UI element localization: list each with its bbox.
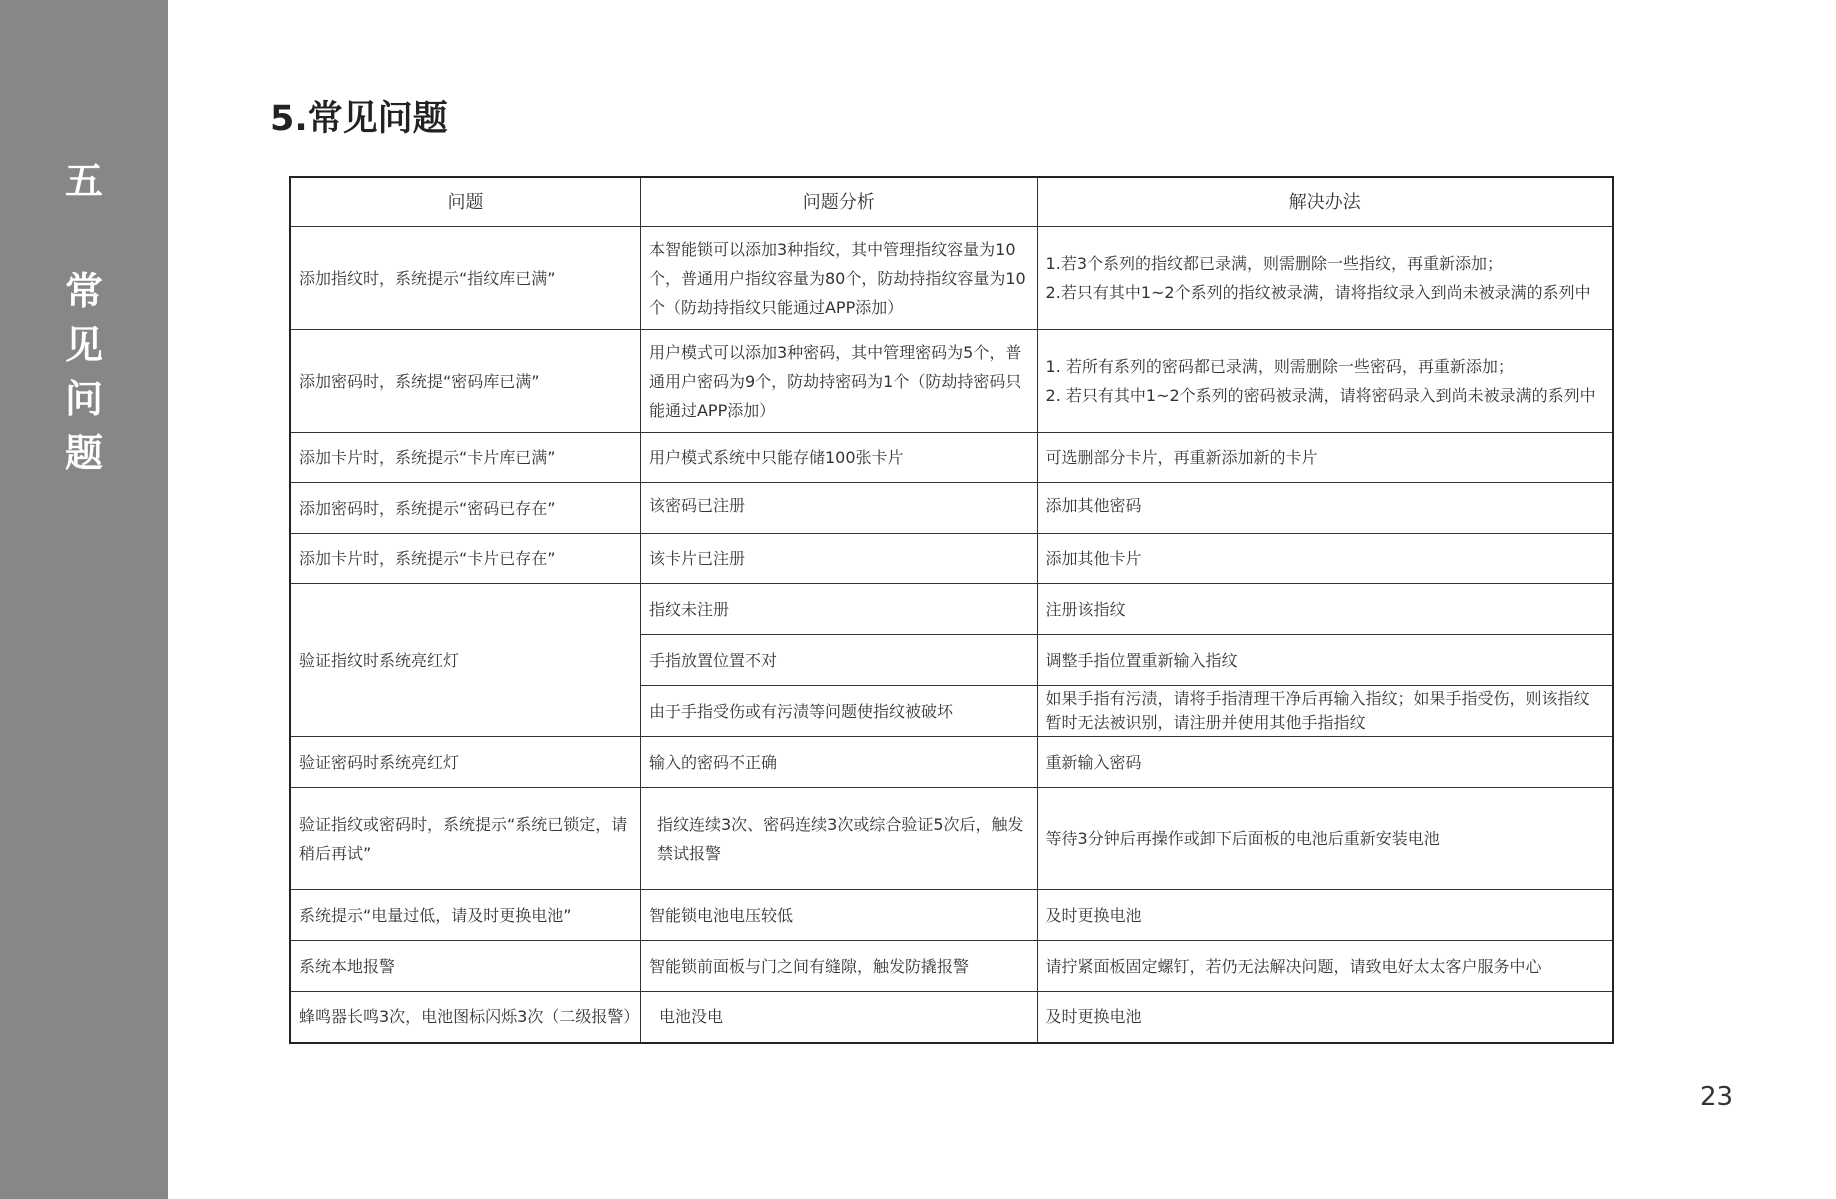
analysis-cell: 该密码已注册	[640, 483, 1037, 534]
problem-cell: 验证指纹或密码时，系统提示“系统已锁定，请稍后再试”	[290, 788, 640, 890]
problem-cell: 验证指纹时系统亮红灯	[290, 584, 640, 737]
header-solution: 解决办法	[1037, 177, 1613, 227]
solution-cell: 添加其他卡片	[1037, 534, 1613, 584]
problem-cell: 验证密码时系统亮红灯	[290, 737, 640, 788]
problem-cell: 蜂鸣器长鸣3次，电池图标闪烁3次（二级报警）	[290, 992, 640, 1043]
table-header-row	[290, 177, 1613, 227]
table-row	[290, 227, 1613, 330]
analysis-cell: 指纹连续3次、密码连续3次或综合验证5次后，触发禁试报警	[640, 788, 1037, 890]
solution-cell: 注册该指纹	[1037, 584, 1613, 635]
header-analysis: 问题分析	[640, 177, 1037, 227]
problem-cell: 系统提示“电量过低，请及时更换电池”	[290, 890, 640, 941]
chapter-sidebar	[0, 0, 168, 1199]
problem-cell: 添加卡片时，系统提示“卡片已存在”	[290, 534, 640, 584]
chapter-title-char: 常	[64, 269, 103, 313]
table-row	[290, 534, 1613, 584]
page-title: 5.常见问题	[270, 99, 448, 139]
table-row	[290, 992, 1613, 1043]
analysis-cell: 智能锁电池电压较低	[640, 890, 1037, 941]
problem-cell: 系统本地报警	[290, 941, 640, 992]
chapter-title-char: 问	[64, 377, 103, 421]
chapter-title	[0, 264, 168, 480]
analysis-cell: 电池没电	[640, 992, 1037, 1043]
chapter-number: 五	[64, 159, 103, 203]
analysis-cell: 由于手指受伤或有污渍等问题使指纹被破坏	[640, 686, 1037, 737]
problem-cell: 添加密码时，系统提示“密码已存在”	[290, 483, 640, 534]
solution-cell: 重新输入密码	[1037, 737, 1613, 788]
chapter-title-char: 见	[64, 323, 103, 367]
table-row	[290, 788, 1613, 890]
table-row	[290, 584, 1613, 635]
solution-cell: 如果手指有污渍，请将手指清理干净后再输入指纹；如果手指受伤，则该指纹暂时无法被识别，请注册并使用其他手指指纹	[1037, 686, 1613, 737]
solution-cell: 及时更换电池	[1037, 992, 1613, 1043]
analysis-cell: 用户模式可以添加3种密码，其中管理密码为5个，普通用户密码为9个，防劫持密码为1个（防劫持密码只能通过APP添加）	[640, 330, 1037, 433]
analysis-cell: 手指放置位置不对	[640, 635, 1037, 686]
table-row	[290, 433, 1613, 483]
analysis-cell: 用户模式系统中只能存储100张卡片	[640, 433, 1037, 483]
problem-cell: 添加密码时，系统提“密码库已满”	[290, 330, 640, 433]
solution-cell: 添加其他密码	[1037, 483, 1613, 534]
problem-cell: 添加卡片时，系统提示“卡片库已满”	[290, 433, 640, 483]
solution-cell: 请拧紧面板固定螺钉，若仍无法解决问题，请致电好太太客户服务中心	[1037, 941, 1613, 992]
analysis-cell: 输入的密码不正确	[640, 737, 1037, 788]
table-row	[290, 330, 1613, 433]
table-row	[290, 890, 1613, 941]
table-row	[290, 737, 1613, 788]
page-number: 23	[1700, 1082, 1734, 1112]
analysis-cell: 本智能锁可以添加3种指纹，其中管理指纹容量为10个，普通用户指纹容量为80个，防劫持指纹容量为10个（防劫持指纹只能通过APP添加）	[640, 227, 1037, 330]
solution-cell: 调整手指位置重新输入指纹	[1037, 635, 1613, 686]
chapter-title-char: 题	[64, 431, 103, 475]
solution-cell: 及时更换电池	[1037, 890, 1613, 941]
faq-table	[289, 176, 1614, 1044]
solution-cell: 可选删部分卡片，再重新添加新的卡片	[1037, 433, 1613, 483]
analysis-cell: 智能锁前面板与门之间有缝隙，触发防撬报警	[640, 941, 1037, 992]
table-row	[290, 483, 1613, 534]
header-problem: 问题	[290, 177, 640, 227]
analysis-cell: 该卡片已注册	[640, 534, 1037, 584]
table-row	[290, 941, 1613, 992]
problem-cell: 添加指纹时，系统提示“指纹库已满”	[290, 227, 640, 330]
analysis-cell: 指纹未注册	[640, 584, 1037, 635]
solution-cell: 等待3分钟后再操作或卸下后面板的电池后重新安装电池	[1037, 788, 1613, 890]
solution-cell: 1. 若所有系列的密码都已录满，则需删除一些密码，再重新添加； 2. 若只有其中1~2个系列的密码被录满，请将密码录入到尚未被录满的系列中	[1037, 330, 1613, 433]
solution-cell: 1.若3个系列的指纹都已录满，则需删除一些指纹，再重新添加； 2.若只有其中1~2个系列的指纹被录满，请将指纹录入到尚未被录满的系列中	[1037, 227, 1613, 330]
